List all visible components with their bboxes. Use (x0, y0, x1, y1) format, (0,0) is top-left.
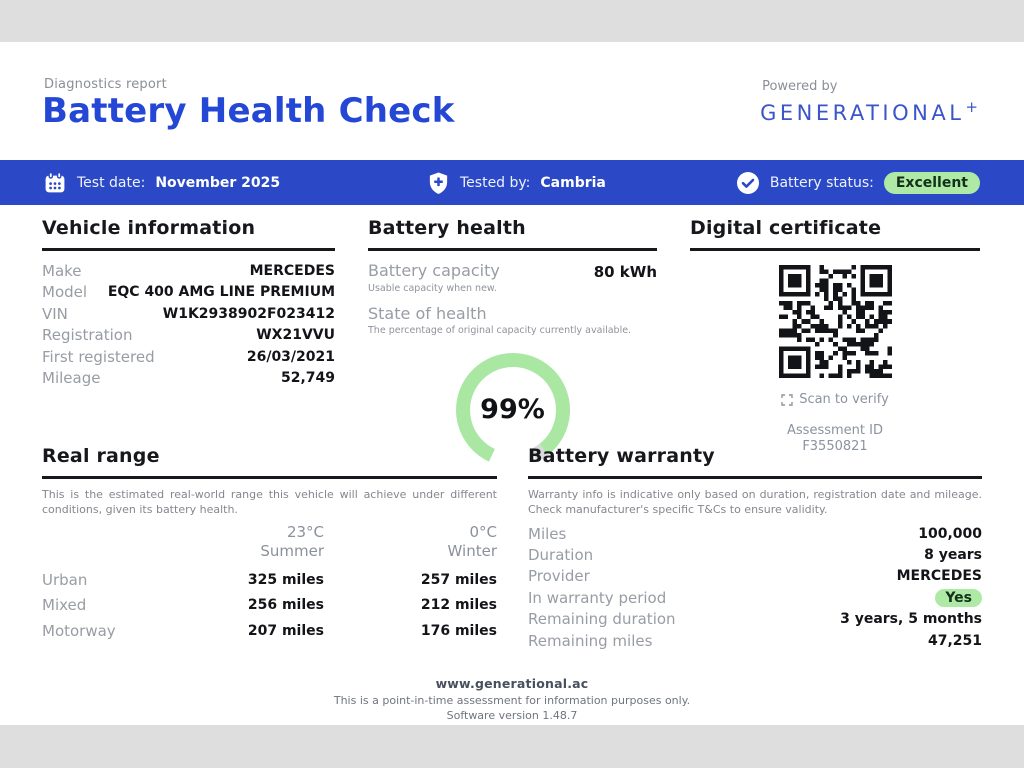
field-label: Duration (528, 546, 594, 565)
test-date-group (43, 160, 280, 205)
winter-value: 212 miles (420, 597, 497, 614)
real-range-heading: Real range (42, 444, 497, 479)
row-label: Urban (42, 570, 88, 589)
warranty-row-in-period (528, 587, 982, 608)
field-label: First registered (42, 347, 155, 366)
field-label: Mileage (42, 369, 101, 388)
warranty-row-remaining-duration (528, 609, 982, 630)
row-label: Motorway (42, 621, 116, 640)
battery-status-badge: Excellent (884, 172, 980, 194)
page-title: Battery Health Check (42, 91, 455, 131)
field-label: In warranty period (528, 588, 667, 607)
tested-by-group (427, 160, 606, 205)
battery-capacity-metric (368, 261, 657, 294)
software-version: Software version 1.48.7 (446, 709, 578, 722)
vehicle-row-registration (42, 325, 335, 347)
field-value: 52,749 (280, 370, 335, 387)
battery-warranty-description: Warranty info is indicative only based on duration, registration date and mileage. Check manufacturer's specific T&Cs to ensure validity. (528, 488, 982, 516)
field-value: 3 years, 5 months (840, 611, 982, 628)
vehicle-row-first-registered (42, 346, 335, 368)
digital-certificate-section (690, 216, 980, 455)
field-value: 100,000 (918, 525, 982, 542)
summer-value: 207 miles (247, 622, 324, 639)
report-kicker: Diagnostics report (44, 77, 167, 92)
field-value: W1K2938902F023412 (162, 305, 335, 322)
vehicle-information-section (42, 216, 335, 389)
field-value: MERCEDES (896, 568, 982, 585)
warranty-row-miles (528, 523, 982, 544)
state-of-health-metric (368, 304, 657, 336)
top-gray-band (0, 0, 1024, 42)
assessment-id-value: F3550821 (802, 439, 868, 454)
range-header-row (42, 523, 497, 561)
digital-certificate-heading: Digital certificate (690, 216, 980, 251)
bottom-gray-band (0, 725, 1024, 768)
field-value: WX21VVU (256, 327, 335, 344)
field-label: Model (42, 283, 88, 302)
winter-value: 257 miles (420, 571, 497, 588)
tested-by-value: Cambria (540, 174, 606, 191)
state-of-health-value: 99% (480, 394, 545, 425)
brand-name: GENERATIONAL (760, 101, 965, 125)
vehicle-row-vin (42, 303, 335, 325)
brand-plus: + (965, 98, 978, 116)
field-label: Registration (42, 326, 133, 345)
range-row-mixed (42, 593, 497, 619)
state-of-health-note: The percentage of original capacity currently available. (368, 325, 632, 336)
range-row-motorway (42, 618, 497, 644)
warranty-row-provider (528, 566, 982, 587)
field-label: Remaining miles (528, 631, 653, 650)
check-circle-icon (736, 171, 760, 195)
warranty-row-duration (528, 544, 982, 565)
field-label: VIN (42, 304, 68, 323)
summer-temp: 23°C (286, 523, 324, 541)
assessment-id-label: Assessment ID (787, 423, 883, 438)
battery-status-label: Battery status: (769, 174, 874, 191)
range-row-urban (42, 567, 497, 593)
real-range-section (42, 444, 497, 644)
summer-value: 256 miles (247, 597, 324, 614)
shield-plus-icon (427, 171, 450, 195)
field-label: Make (42, 261, 82, 280)
field-value: EQC 400 AMG LINE PREMIUM (107, 284, 335, 301)
field-label: Remaining duration (528, 610, 676, 629)
battery-capacity-label: Battery capacity (368, 261, 500, 280)
website-link[interactable]: www.generational.ac (435, 676, 589, 691)
status-bar (0, 160, 1024, 205)
summer-label: Summer (260, 542, 324, 560)
vehicle-information-heading: Vehicle information (42, 216, 335, 251)
test-date-value: November 2025 (155, 174, 281, 191)
field-value: 26/03/2021 (246, 348, 335, 365)
battery-health-section (368, 216, 657, 470)
vehicle-info-rows (42, 260, 335, 389)
vehicle-row-mileage (42, 368, 335, 390)
scan-to-verify-label: Scan to verify (799, 392, 889, 407)
winter-label: Winter (447, 542, 497, 560)
state-of-health-label: State of health (368, 304, 487, 323)
calendar-icon (43, 171, 67, 195)
warranty-row-remaining-miles (528, 630, 982, 651)
powered-by-label: Powered by (762, 79, 838, 94)
battery-health-heading: Battery health (368, 216, 657, 251)
battery-status-group (736, 160, 980, 205)
battery-capacity-note: Usable capacity when new. (368, 283, 497, 294)
battery-warranty-heading: Battery warranty (528, 444, 982, 479)
vehicle-row-model (42, 282, 335, 304)
field-value: MERCEDES (249, 262, 335, 279)
summer-column-header (152, 523, 324, 561)
battery-warranty-section (528, 444, 982, 651)
qr-code (779, 265, 892, 382)
summer-value: 325 miles (247, 571, 324, 588)
footer-disclaimer: This is a point-in-time assessment for information purposes only. (333, 694, 691, 707)
winter-column-header (324, 523, 497, 561)
field-label: Miles (528, 524, 567, 543)
field-value: 47,251 (927, 632, 982, 649)
qr-scan-icon (781, 394, 793, 406)
brand-logo (760, 98, 978, 125)
winter-temp: 0°C (469, 523, 497, 541)
scan-to-verify-row (690, 392, 980, 407)
footer (0, 676, 1024, 722)
row-label: Mixed (42, 596, 87, 615)
field-label: Provider (528, 567, 590, 586)
tested-by-label: Tested by: (460, 174, 531, 191)
battery-capacity-value: 80 kWh (593, 263, 657, 281)
warranty-rows (528, 523, 982, 651)
brand-block (760, 79, 978, 125)
test-date-label: Test date: (77, 174, 146, 191)
real-range-table (42, 523, 497, 644)
field-value: 8 years (924, 547, 982, 564)
in-warranty-badge: Yes (935, 589, 982, 607)
vehicle-row-make (42, 260, 335, 282)
real-range-description: This is the estimated real-world range this vehicle will achieve under different conditions, given its battery health. (42, 488, 497, 516)
winter-value: 176 miles (420, 622, 497, 639)
